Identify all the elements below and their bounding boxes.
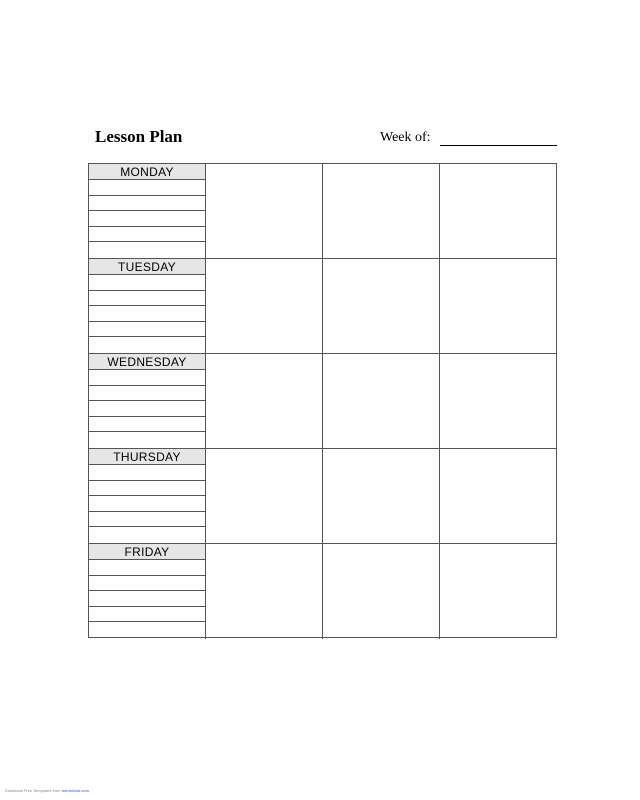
period-line[interactable] bbox=[89, 180, 205, 196]
lesson-grid bbox=[88, 163, 557, 638]
period-line[interactable] bbox=[89, 291, 205, 307]
lesson-cell[interactable] bbox=[440, 544, 557, 639]
period-line[interactable] bbox=[89, 386, 205, 402]
period-line[interactable] bbox=[89, 401, 205, 417]
period-line[interactable] bbox=[89, 607, 205, 623]
period-line[interactable] bbox=[89, 370, 205, 386]
period-line[interactable] bbox=[89, 560, 205, 576]
day-row-friday bbox=[89, 544, 556, 639]
period-line[interactable] bbox=[89, 337, 205, 353]
lesson-cell[interactable] bbox=[206, 354, 323, 448]
period-line[interactable] bbox=[89, 306, 205, 322]
period-line[interactable] bbox=[89, 576, 205, 592]
period-line[interactable] bbox=[89, 227, 205, 243]
lesson-cell[interactable] bbox=[440, 259, 557, 353]
day-header-wednesday: WEDNESDAY bbox=[89, 354, 205, 370]
day-column bbox=[89, 164, 206, 258]
period-line[interactable] bbox=[89, 496, 205, 512]
footer-credit bbox=[5, 788, 89, 793]
day-column bbox=[89, 449, 206, 543]
lesson-cell[interactable] bbox=[323, 354, 440, 448]
lesson-cell[interactable] bbox=[206, 544, 323, 639]
lesson-cell[interactable] bbox=[206, 164, 323, 258]
period-line[interactable] bbox=[89, 622, 205, 638]
lesson-cell[interactable] bbox=[440, 449, 557, 543]
day-header-tuesday: TUESDAY bbox=[89, 259, 205, 275]
lesson-cell[interactable] bbox=[440, 164, 557, 258]
period-line[interactable] bbox=[89, 211, 205, 227]
week-of-field[interactable] bbox=[440, 145, 557, 146]
week-of-label: Week of: bbox=[380, 130, 431, 145]
day-column bbox=[89, 259, 206, 353]
footer-link[interactable]: formsbirds.com bbox=[61, 788, 89, 793]
day-row-monday bbox=[89, 164, 556, 259]
day-row-tuesday bbox=[89, 259, 556, 354]
period-line[interactable] bbox=[89, 275, 205, 291]
period-line[interactable] bbox=[89, 417, 205, 433]
period-line[interactable] bbox=[89, 512, 205, 528]
period-line[interactable] bbox=[89, 481, 205, 497]
lesson-cell[interactable] bbox=[323, 164, 440, 258]
day-column bbox=[89, 354, 206, 448]
lesson-cell[interactable] bbox=[206, 259, 323, 353]
period-line[interactable] bbox=[89, 196, 205, 212]
page-title: Lesson Plan bbox=[95, 127, 183, 146]
period-line[interactable] bbox=[89, 527, 205, 543]
day-row-wednesday bbox=[89, 354, 556, 449]
day-header-friday: FRIDAY bbox=[89, 544, 205, 560]
day-column bbox=[89, 544, 206, 639]
footer-text: Download Free Templates from bbox=[5, 788, 62, 793]
period-line[interactable] bbox=[89, 465, 205, 481]
day-header-monday: MONDAY bbox=[89, 164, 205, 180]
lesson-cell[interactable] bbox=[440, 354, 557, 448]
lesson-cell[interactable] bbox=[323, 259, 440, 353]
lesson-cell[interactable] bbox=[323, 449, 440, 543]
period-line[interactable] bbox=[89, 432, 205, 448]
period-line[interactable] bbox=[89, 322, 205, 338]
period-line[interactable] bbox=[89, 242, 205, 258]
period-line[interactable] bbox=[89, 591, 205, 607]
lesson-cell[interactable] bbox=[323, 544, 440, 639]
lesson-cell[interactable] bbox=[206, 449, 323, 543]
day-row-thursday bbox=[89, 449, 556, 544]
day-header-thursday: THURSDAY bbox=[89, 449, 205, 465]
